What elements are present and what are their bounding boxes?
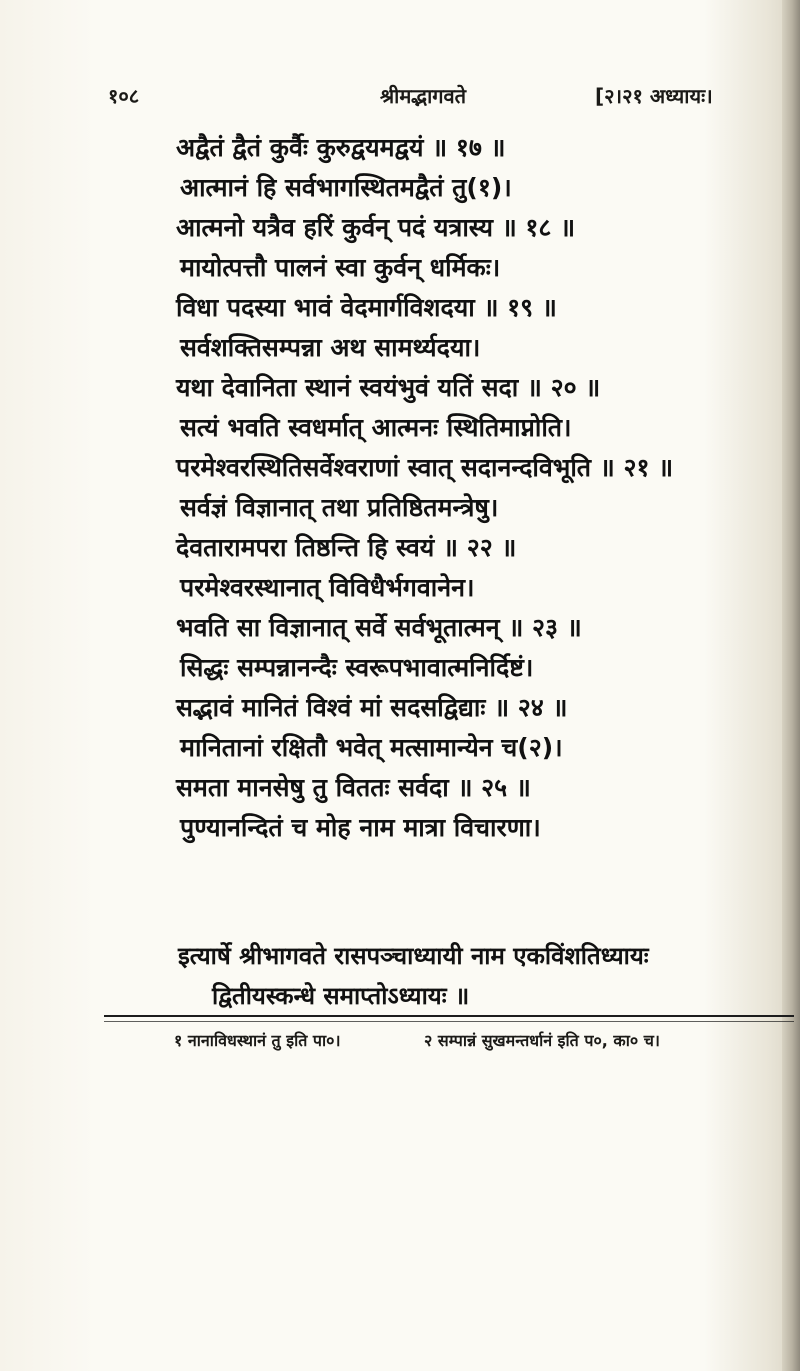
footnote: १ नानाविधस्थानं तु इति पा०। — [174, 1031, 341, 1050]
verse-line: अद्वैतं द्वैतं कुर्वैः कुरुद्वयमद्वयं ॥ १७ ॥ — [176, 133, 506, 162]
verse-line: परमेश्वरस्थितिसर्वेश्वराणां स्वात् सदानन्दविभूति ॥ २१ ॥ — [176, 453, 674, 482]
verse-line: भवति सा विज्ञानात् सर्वे सर्वभूतात्मन् ॥ २३ ॥ — [176, 613, 582, 642]
verse-line: सद्भावं मानितं विश्वं मां सदसद्विद्याः ॥ २४ ॥ — [176, 693, 568, 722]
book-title: श्रीमद्भागवते — [380, 84, 467, 108]
chapter-reference: [२।२१ अध्यायः। — [595, 84, 713, 108]
verse-line: समता मानसेषु तु विततः सर्वदा ॥ २५ ॥ — [176, 773, 531, 802]
verse-line: सर्वशक्तिसम्पन्ना अथ सामर्थ्यदया। — [180, 333, 481, 362]
verse-line: मानितानां रक्षितौ भवेत् मत्सामान्येन च(२)। — [180, 733, 563, 762]
verse-line: मायोत्पत्तौ पालनं स्वा कुर्वन् धर्मिकः। — [180, 253, 501, 282]
chapter-colophon — [178, 936, 738, 1016]
footnote-rule — [104, 1015, 794, 1017]
verse-line: विधा पदस्या भावं वेदमार्गविशदया ॥ १९ ॥ — [176, 293, 557, 322]
verse-line: आत्मानं हि सर्वभागस्थितमद्वैतं तु(१)। — [180, 173, 512, 202]
footnote: २ सम्पान्नं सुखमन्तर्धानं इति प०, का० च। — [424, 1031, 660, 1050]
verse-line: परमेश्वरस्थानात् विविधैर्भगवानेन। — [180, 573, 475, 602]
verse-line: आत्मनो यत्रैव हरिं कुर्वन् पदं यत्रास्य ॥ १८ ॥ — [176, 213, 576, 242]
running-header — [0, 82, 800, 118]
verse-line: देवतारामपरा तिष्ठन्ति हि स्वयं ॥ २२ ॥ — [176, 533, 517, 562]
verse-line: सिद्धः सम्पन्नानन्दैः स्वरूपभावात्मनिर्दिष्टं। — [180, 653, 534, 682]
verse-line: यथा देवानिता स्थानं स्वयंभुवं यतिं सदा ॥ २० ॥ — [176, 373, 601, 402]
footnotes — [174, 1026, 794, 1056]
colophon-line: इत्यार्षे श्रीभागवते रासपञ्चाध्यायी नाम एकविंशतिध्यायः — [178, 942, 649, 970]
colophon-line: द्वितीयस्कन्धे समाप्तोऽध्यायः ॥ — [212, 982, 470, 1010]
footnote-rule-secondary — [104, 1021, 794, 1022]
page-number: १०८ — [108, 84, 140, 108]
verse-line: सर्वज्ञं विज्ञानात् तथा प्रतिष्ठितमन्त्रेषु। — [180, 493, 499, 522]
verse-line: पुण्यानन्दितं च मोह नाम मात्रा विचारणा। — [180, 813, 541, 842]
verse-line: सत्यं भवति स्वधर्मात् आत्मनः स्थितिमाप्नोति। — [180, 413, 572, 442]
